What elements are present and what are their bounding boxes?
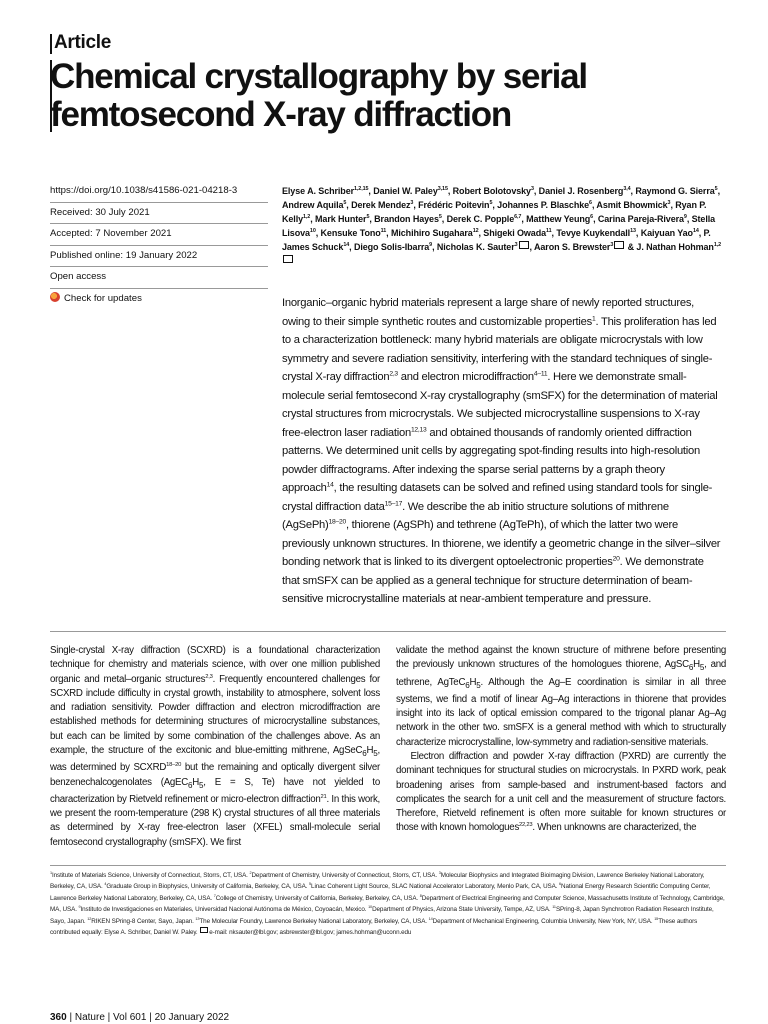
footer-separator: |	[149, 1012, 152, 1023]
body-column-1: Single-crystal X-ray diffraction (SCXRD) is a foundational characterization technique for chemistry and materials science, with over one million published organic and metal–organic structures$^{2,3}$. Frequently encountered challenges for SCXRD include difficulty in crystal growth, instability to atmosphere, solvent loss and radiation sensitivity. Powder diffraction and electron microdiffraction are established methods for determining structures of microcrystalline substances, but each can be limited by some combination of the challenges above. As an example, the structure of the excitonic and blue-emitting mithrene, $AgSeC_6H_5$, was determined by SCXRD$^{18-20}$ but the remaining and optically divergent silver benzenechalcogenolates ($AgEC_6H_5$, E = S, Te) have not yielded to characterization by Rietveld refinement or micro-electron diffraction$^{21}$. In this work, we present the room-temperature (298 K) crystal structures of all three materials as determined by X-ray free-electron laser (XFEL) small-molecule serial femtosecond crystallography (smSFX). We first	[50, 645, 380, 848]
page-number: 360	[50, 1012, 67, 1023]
abstract-divider	[50, 631, 726, 632]
body-column-2: validate the method against the known structure of mithrene before presenting the previously unknown structures of the homologues thiorene, $AgSC_6H_5$, and tethrene, $AgTeC_6H_5$. Although the Ag–E coordination is similar in all three systems, we find a motif of linear Ag–Ag interactions in thiorene that provides insight into its lack of optical emission compared to the trigonal planar Ag–Ag network in the other two. smSFX is a general method with which to structurally characterize microcrystalline, low-symmetry and radiation-sensitive materials. Electron diffraction and powder X-ray diffraction (PXRD) are currently the dominant techniques for structural studies on microcrystals. In PXRD work, peak broadening arises from sample-based and instrument-based factors and complicates the search for a unit cell and the measurement of structure factors. Therefore, Rietveld refinement is often more suitable for known structures or those with known homologues$^{22,23}$. When unknowns are characterized, the	[396, 645, 727, 834]
affiliations-footnotes: $^1$Institute of Materials Science, University of Connecticut, Storrs, CT, USA. $^2$Department of Chemistry, University of Connecticut, Storrs, CT, USA. $^3$Molecular Biophysics and Integrated Bioimaging Division, Lawrence Berkeley National Laboratory, Berkeley, CA, USA. $^4$Graduate Group in Biophysics, University of California, Berkeley, CA, USA. $^5$Linac Coherent Light Source, SLAC National Accelerator Laboratory, Menlo Park, CA, USA. $^6$National Energy Research Scientific Computing Center, Lawrence Berkeley National Laboratory, Berkeley, CA, USA. $^7$College of Chemistry, University of California, Berkeley, Berkeley, CA, USA. $^8$Department of Electrical Engineering and Computer Science, Massachusetts Institute of Technology, Cambridge, MA, USA. $^9$Instituto de Investigaciones en Materiales, Universidad Nacional Autónoma de México, Coyoacán, Mexico. $^{10}$Department of Physics, Arizona State University, Tempe, AZ, USA. $^{11}$SPring-8, Japan Synchrotron Radiation Research Institute, Sayo, Japan. $^{12}$RIKEN SPring-8 Center, Sayo, Japan. $^{13}$The Molecular Foundry, Lawrence Berkeley National Laboratory, Berkeley, CA, USA. $^{14}$Department of Mechanical Engineering, Columbia University, New York, NY, USA. $^{15}$These authors contributed equally: Elyse A. Schriber, Daniel W. Paley. e-mail: nksauter@lbl.gov; asbrewster@lbl.gov; james.hohman@uconn.edu	[50, 870, 725, 937]
abstract: Inorganic–organic hybrid materials represent a large share of newly reported structures, owing to their simple synthetic routes and customizable properties$^1$. This proliferation has led to a characterization bottleneck: many hybrid materials are obligate microcrystals with low symmetry and severe radiation sensitivity, interfering with the standard techniques of single-crystal X-ray diffraction$^{2,3}$ and electron microdiffraction$^{4-11}$. Here we demonstrate small-molecule serial femtosecond X-ray crystallography (smSFX) for the determination of material crystal structures from microcrystals. We subjected microcrystalline suspensions to X-ray free-electron laser radiation$^{12,13}$ and obtained thousands of randomly oriented diffraction patterns. We determined unit cells by aggregating spot-finding results into high-resolution powder diffractograms. After indexing the sparse serial patterns by a graph theory approach$^{14}$, the resulting datasets can be solved and refined using standard tools for single-crystal diffraction data$^{15-17}$. We describe the ab initio structure solutions of mithrene (AgSePh)$^{18-20}$, thiorene (AgSPh) and tethrene (AgTePh), of which the latter two were previously unknown structures. In thiorene, we identify a geometric change in the silver–silver bonding network that is linked to its divergent optoelectronic properties$^{20}$. We demonstrate that smSFX can be applied as a general technique for structure determination of beam-sensitive microcrystalline materials at near-ambient temperature and pressure.	[282, 297, 721, 605]
article-title	[50, 58, 750, 134]
footnote-divider	[50, 865, 726, 866]
title-line-2: femtosecond X-ray diffraction	[50, 95, 512, 134]
published-date: Published online: 19 January 2022	[50, 245, 268, 267]
check-updates-icon	[50, 292, 60, 302]
journal-name: Nature	[74, 1012, 105, 1023]
footer-separator: |	[107, 1012, 111, 1023]
volume: Vol 601	[113, 1012, 147, 1023]
section-label: Article	[54, 32, 112, 53]
footer-separator: |	[69, 1012, 73, 1023]
article-metadata	[50, 181, 268, 309]
page-footer	[50, 1012, 229, 1023]
check-for-updates-link[interactable]	[50, 288, 268, 310]
issue-date: 20 January 2022	[154, 1012, 230, 1023]
received-date: Received: 30 July 2021	[50, 202, 268, 224]
doi-link[interactable]: https://doi.org/10.1038/s41586-021-04218-3	[50, 185, 238, 196]
check-updates-label: Check for updates	[64, 292, 142, 304]
author-list: Elyse A. Schriber$^{1,2,15}$, Daniel W. Paley$^{3,15}$, Robert Bolotovsky$^3$, Daniel J. Rosenberg$^{3,4}$, Raymond G. Sierra$^5$, Andrew Aquila$^5$, Derek Mendez$^3$, Frédéric Poitevin$^5$, Johannes P. Blaschke$^6$, Asmit Bhowmick$^3$, Ryan P. Kelly$^{1,2}$, Mark Hunter$^5$, Brandon Hayes$^5$, Derek C. Popple$^{6,7}$, Matthew Yeung$^6$, Carina Pareja-Rivera$^9$, Stella Lisova$^{10}$, Kensuke Tono$^{11}$, Michihiro Sugahara$^{12}$, Shigeki Owada$^{11}$, Tevye Kuykendall$^{13}$, Kaiyuan Yao$^{14}$, P. James Schuck$^{14}$, Diego Solis-Ibarra$^9$, Nicholas K. Sauter$^3$ , Aaron S. Brewster$^3$ & J. Nathan Hohman$^{1,2}$	[282, 184, 722, 268]
title-line-1: Chemical crystallography by serial	[50, 57, 587, 96]
section-marker-bar	[50, 34, 52, 54]
open-access-label: Open access	[50, 266, 268, 288]
accepted-date: Accepted: 7 November 2021	[50, 223, 268, 245]
